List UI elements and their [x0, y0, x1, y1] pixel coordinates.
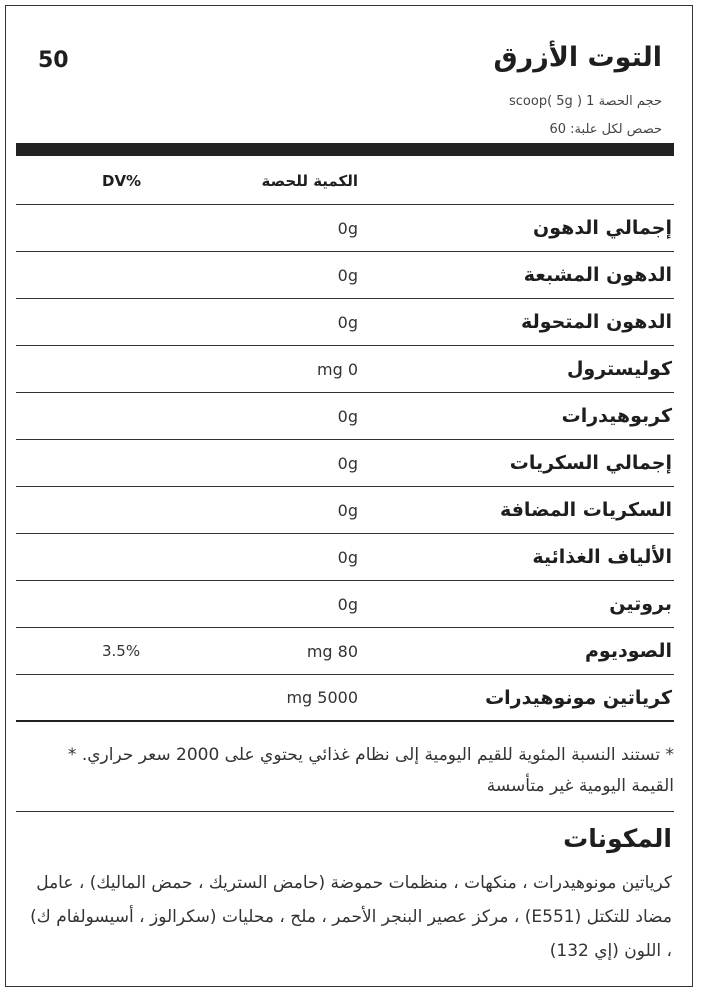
table-row: [16, 675, 674, 722]
header-amount: الكمية للحصة: [261, 171, 358, 190]
nutrient-amount: 0g: [337, 265, 358, 285]
servings-count: 50: [38, 48, 69, 73]
table-row: [16, 534, 674, 581]
nutrient-amount: 0g: [337, 547, 358, 567]
nutrient-name: إجمالي الدهون: [533, 217, 672, 239]
nutrient-name: كوليسترول: [566, 358, 672, 380]
table-row: [16, 393, 674, 440]
nutrient-amount: 0g: [337, 406, 358, 426]
nutrient-amount: 0g: [337, 218, 358, 238]
table-row: [16, 299, 674, 346]
nutrient-name: السكريات المضافة: [499, 499, 672, 521]
nutrient-name: بروتين: [609, 593, 672, 615]
servings-per-container: حصص لكل علبة: 60: [549, 122, 662, 137]
daily-value-footnote: * تستند النسبة المئوية للقيم اليومية إلى نظام غذائي يحتوي على 2000 سعر حراري. * القيمة اليومية غير متأسسة: [67, 745, 674, 796]
nutrient-name: كرياتين مونوهيدرات: [485, 686, 672, 709]
table-row: [16, 487, 674, 534]
nutrient-name: الدهون المتحولة: [521, 311, 672, 333]
table-row: [16, 346, 674, 393]
nutrient-amount: 0g: [337, 453, 358, 473]
ingredients-text: كرياتين مونوهيدرات ، منكهات ، منظمات حموضة (حامض الستريك ، حمض الماليك) ، عامل مضاد للتكتل (E551) ، مركز عصير البنجر الأحمر ، ملح ، محليات (سكرالوز ، أسيسولفام ك) ، اللون (إي 132): [30, 873, 672, 961]
nutrient-name: كربوهيدرات: [561, 405, 672, 427]
header-dv: DV%: [102, 171, 142, 190]
nutrient-amount: mg 0: [316, 359, 358, 379]
nutrient-name: إجمالي السكريات: [509, 452, 672, 474]
table-row: [16, 628, 674, 675]
divider: [16, 811, 674, 812]
nutrient-amount: 0g: [337, 594, 358, 614]
table-row: [16, 205, 674, 252]
nutrient-name: الألياف الغذائية: [532, 546, 672, 568]
thick-divider: [16, 143, 674, 156]
product-flavor-title: التوت الأزرق: [493, 42, 662, 73]
table-row: [16, 581, 674, 628]
table-row: [16, 252, 674, 299]
nutrient-name: الصوديوم: [584, 640, 672, 662]
table-row: [16, 440, 674, 487]
ingredients-title: المكونات: [563, 824, 672, 853]
nutrient-amount: mg 80: [306, 641, 358, 661]
nutrient-dv: 3.5%: [102, 642, 141, 660]
nutrient-amount: 0g: [337, 500, 358, 520]
nutrient-amount: mg 5000: [286, 688, 358, 707]
nutrient-name: الدهون المشبعة: [523, 264, 672, 286]
nutrition-table: [16, 157, 674, 722]
table-header-row: [16, 157, 674, 205]
serving-size: حجم الحصة 1 scoop( 5g ): [509, 94, 662, 109]
nutrient-amount: 0g: [337, 312, 358, 332]
